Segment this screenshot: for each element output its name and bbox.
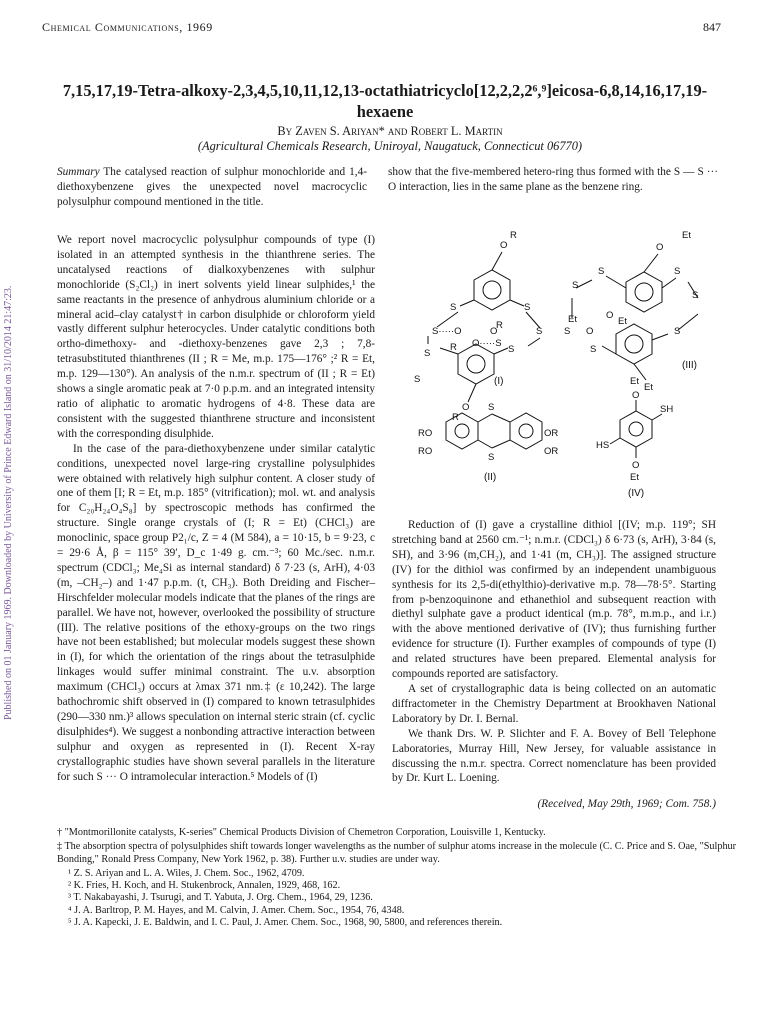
atom-OR: OR xyxy=(544,428,559,439)
atom-R: R xyxy=(452,412,459,423)
atom-S: S xyxy=(692,290,699,301)
structure-I-upper-ring xyxy=(474,270,510,310)
atom-O: O xyxy=(500,240,508,251)
atom-fragment: S·····O xyxy=(432,326,462,337)
atom-S: S xyxy=(414,374,421,385)
journal-header: Chemical Communications, 1969 xyxy=(42,20,213,34)
atom-S: S xyxy=(572,280,579,291)
reference-item: ⁵ J. A. Kapecki, J. E. Baldwin, and I. C. Paul, J. Amer. Chem. Soc., 1968, 90, 5800, and references therein. xyxy=(68,916,503,928)
atom-O: O xyxy=(586,326,594,337)
atom-RO: RO xyxy=(418,446,433,457)
atom-Et: Et xyxy=(630,472,639,483)
summary-right: show that the five-membered hetero-ring thus formed with the S — S ··· O interaction, lies in the same plane as the benzene ring. xyxy=(388,166,718,193)
structure-III-label: (III) xyxy=(682,360,697,371)
right-paragraph-2: A set of crystallographic data is being collected on an automatic diffractometer in the Chemistry Department at Brookhaven National Laboratory by Dr. I. Bernal. xyxy=(392,682,716,725)
footnote-1: † "Montmorillonite catalysts, K-series" Chemical Products Division of Chemetron Corporation, Louisville 1, Kentucky. xyxy=(57,827,546,838)
atom-S: S xyxy=(590,344,597,355)
atom-Et: Et xyxy=(644,382,653,393)
atom-R: R xyxy=(496,320,503,331)
right-column xyxy=(392,518,716,786)
reference-item: ³ T. Nakabayashi, J. Tsurugi, and T. Yabuta, J. Org. Chem., 1964, 29, 1236. xyxy=(68,892,373,904)
left-paragraph-1: We report novel macrocyclic polysulphur compounds of type (I) isolated in an attempted synthesis in the thianthrene series. The uncatalysed reactions of dialkoxybenzenes with sulphur monochloride (S₂Cl₂) in inert solvents yield linear sulphides,¹ the same reactants in the presence of anhydrous aluminium chloride or a mineral acid–clay catalyst† in carbon disulphide or chloroform yield vastly different sulphur heterocycles. Under catalytic conditions both ortho-dimethoxy- and -diethoxy-benzenes gave 2,3 ; 7,8-tetrasubstituted thianthrenes (II ; R = Me, m.p. 175—176° ;² R = Et, m.p. 129—130°). An analysis of the n.m.r. spectrum of (II ; R = Et) shows a single aromatic peak at 7·0 p.p.m. and an integrated intensity ratio of aliphatic to aromatic hydrogens of 4·8. These data are consistent with the suggested thianthrene structure and inconsistent with the corresponding disulphide. xyxy=(57,234,375,440)
received-date: (Received, May 29th, 1969; Com. 758.) xyxy=(537,798,716,810)
atom-O: O xyxy=(490,326,498,337)
atom-R: R xyxy=(510,230,517,241)
atom-O: O xyxy=(606,310,614,321)
atom-Et: Et xyxy=(618,316,627,327)
reference-item: ¹ Z. S. Ariyan and L. A. Wiles, J. Chem. Soc., 1962, 4709. xyxy=(68,868,305,879)
atom-S: S xyxy=(424,348,431,359)
atom-S: S xyxy=(524,302,531,313)
atom-O: O xyxy=(632,460,640,471)
atom-fragment: O·····S xyxy=(472,338,502,349)
right-paragraph-1: Reduction of (I) gave a crystalline dithiol [(IV; m.p. 119°; SH stretching band at 2560 cm.⁻¹; n.m.r. (CDCl₃) δ 6·73 (s, ArH), 3·84 (s, SH), and 3·96 (m,CH₂), and 1·41 (m, CH₃)]. The assigned structure (IV) for the dithiol was confirmed by an independent unambiguous synthesis for its 2,5-di(ethylthio)-derivative m.p. 78—78·5°. Starting from p-benzoquinone and ethanethiol and subsequent reaction with diethyl sulphate gave a product identical (m.p. 78°, m.m.p., and i.r.) with the above mentioned derivative of (IV); thus furnishing further evidence for structure (I). Further examples of compounds of type (I) and related structures have been prepared. Elemental analysis for compounds reported are satisfactory. xyxy=(392,519,716,681)
left-column xyxy=(57,233,375,785)
atom-O: O xyxy=(462,402,470,413)
atom-S: S xyxy=(598,266,605,277)
structure-IV-label: (IV) xyxy=(628,488,645,499)
atom-S: S xyxy=(564,326,571,337)
article-authors: By Zaven S. Ariyan* and Robert L. Martin xyxy=(277,124,503,138)
structure-II-left-ring xyxy=(446,413,478,449)
atom-S: S xyxy=(508,344,515,355)
right-paragraph-3: We thank Drs. W. P. Slichter and F. A. Bovey of Bell Telephone Laboratories, Murray Hill, New Jersey, for valuable assistance in discussing the n.m.r. spectra. Correct nomenclature has been provided by Dr. Kurt L. Loening. xyxy=(392,727,716,785)
atom-R: R xyxy=(450,342,457,353)
structure-IV-ring xyxy=(620,411,652,447)
atom-Et: Et xyxy=(682,230,691,241)
page-number: 847 xyxy=(703,20,721,34)
atom-RO: RO xyxy=(418,428,433,439)
structure-I-label: (I) xyxy=(494,376,504,387)
reference-item: ⁴ J. A. Barltrop, P. M. Hayes, and M. Calvin, J. Amer. Chem. Soc., 1954, 76, 4348. xyxy=(68,904,405,916)
atom-S: S xyxy=(488,402,495,413)
chemical-structures-figure xyxy=(392,222,722,502)
atom-O: O xyxy=(656,242,664,253)
atom-S: S xyxy=(488,452,495,463)
atom-Et: Et xyxy=(568,314,577,325)
structure-III-upper-ring xyxy=(626,272,662,312)
article-title: 7,15,17,19-Tetra-alkoxy-2,3,4,5,10,11,12,13-octathiatricyclo[12,2,2,2⁶,⁹]eicosa-6,8,14,16,17,19-hexaene xyxy=(62,81,708,121)
structure-III-lower-ring xyxy=(616,324,652,364)
side-note-text: Published on 01 January 1969. Downloaded by University of Prince Edward Island on 31/10/2014 21:47:23. xyxy=(3,285,14,720)
left-paragraph-2: In the case of the para-diethoxybenzene under similar catalytic conditions, unexpected novel large-ring crystalline polysulphides were obtained with relatively high sulphur content. A closer study of one of them [I; R = Et, m.p. 185° (vitrification); mol. wt. and analysis for C₂₀H₂₄O₄S₈] by spectroscopic methods has confirmed the structure. Single orange crystals of (I; R = Et) (CHCl₃) are monoclinic, space group P2₁/c, Z = 4 (M 584), a = 10·15, b = 9·23, c = 29·6 Å, β = 115° 39′, D_c 1·49 g. cm.⁻³; 60 Mc./sec. n.m.r. spectrum (CDCl₃; Me₄Si as internal standard) δ 7·23 (s, ArH), 4·03 (m, –CH₂–) and 1·47 p.p.m. (t, CH₃). Both Dreiding and Fischer–Hirschfelder molecular models indicate that the planes of the rings are parallel. We have not, however, overlooked the possibility of structure (III). The relative positions of the ethoxy-groups on the two rings have not been established; but molecular models suggest these shown in (I), for which the orientation of the rings about the tetrasulphide linkages would suffer minimal constraint. The u.v. absorption maximum (CHCl₃) occurs at λmax 371 nm.‡ (ε 10,242). The large bathochromic shift observed in (I) compared to known tetrasulphides (290—330 nm.)³ allows speculation on internal steric strain (cf. cyclic disulphides⁴). We suggest a nonbonding attractive interaction between sulphur and oxygen as represented in (I). Recent X-ray crystallographic studies have shown several parallels in the literature for such S ··· O intramolecular interaction.⁵ Models of (I) xyxy=(57,442,375,783)
atom-OR: OR xyxy=(544,446,559,457)
reference-item: ² K. Fries, H. Koch, and H. Stukenbrock, Annalen, 1929, 468, 162. xyxy=(68,880,341,892)
publication-side-note xyxy=(3,160,19,720)
atom-S: S xyxy=(674,266,681,277)
atom-HS: HS xyxy=(596,440,610,451)
references-list xyxy=(68,868,728,929)
atom-S: S xyxy=(536,326,543,337)
structure-II-label: (II) xyxy=(484,472,497,483)
summary-text: The catalysed reaction of sulphur monochloride and 1,4-diethoxybenzene gives the unexpected novel macrocyclic polysulphur compound mentioned in the title. xyxy=(57,166,367,208)
atom-O: O xyxy=(632,390,640,401)
article-affiliation: (Agricultural Chemicals Research, Uniroyal, Naugatuck, Connecticut 06770) xyxy=(197,139,583,153)
atom-S: S xyxy=(450,302,457,313)
structure-II-right-ring xyxy=(510,413,542,449)
footnote-2: ‡ The absorption spectra of polysulphides shift towards longer wavelengths as the number of sulphur atoms increase in the molecule (C. C. Price and S. Oae, "Sulphur Bonding," Ronald Press Company, New York 1962, p. 38). Further u.v. studies are under way. xyxy=(57,841,737,865)
structure-I-lower-ring xyxy=(458,344,494,384)
atom-S: S xyxy=(674,326,681,337)
atom-Et: Et xyxy=(630,376,639,387)
summary-left xyxy=(57,165,367,210)
summary-lead: Summary xyxy=(57,166,100,178)
atom-SH: SH xyxy=(660,404,674,415)
